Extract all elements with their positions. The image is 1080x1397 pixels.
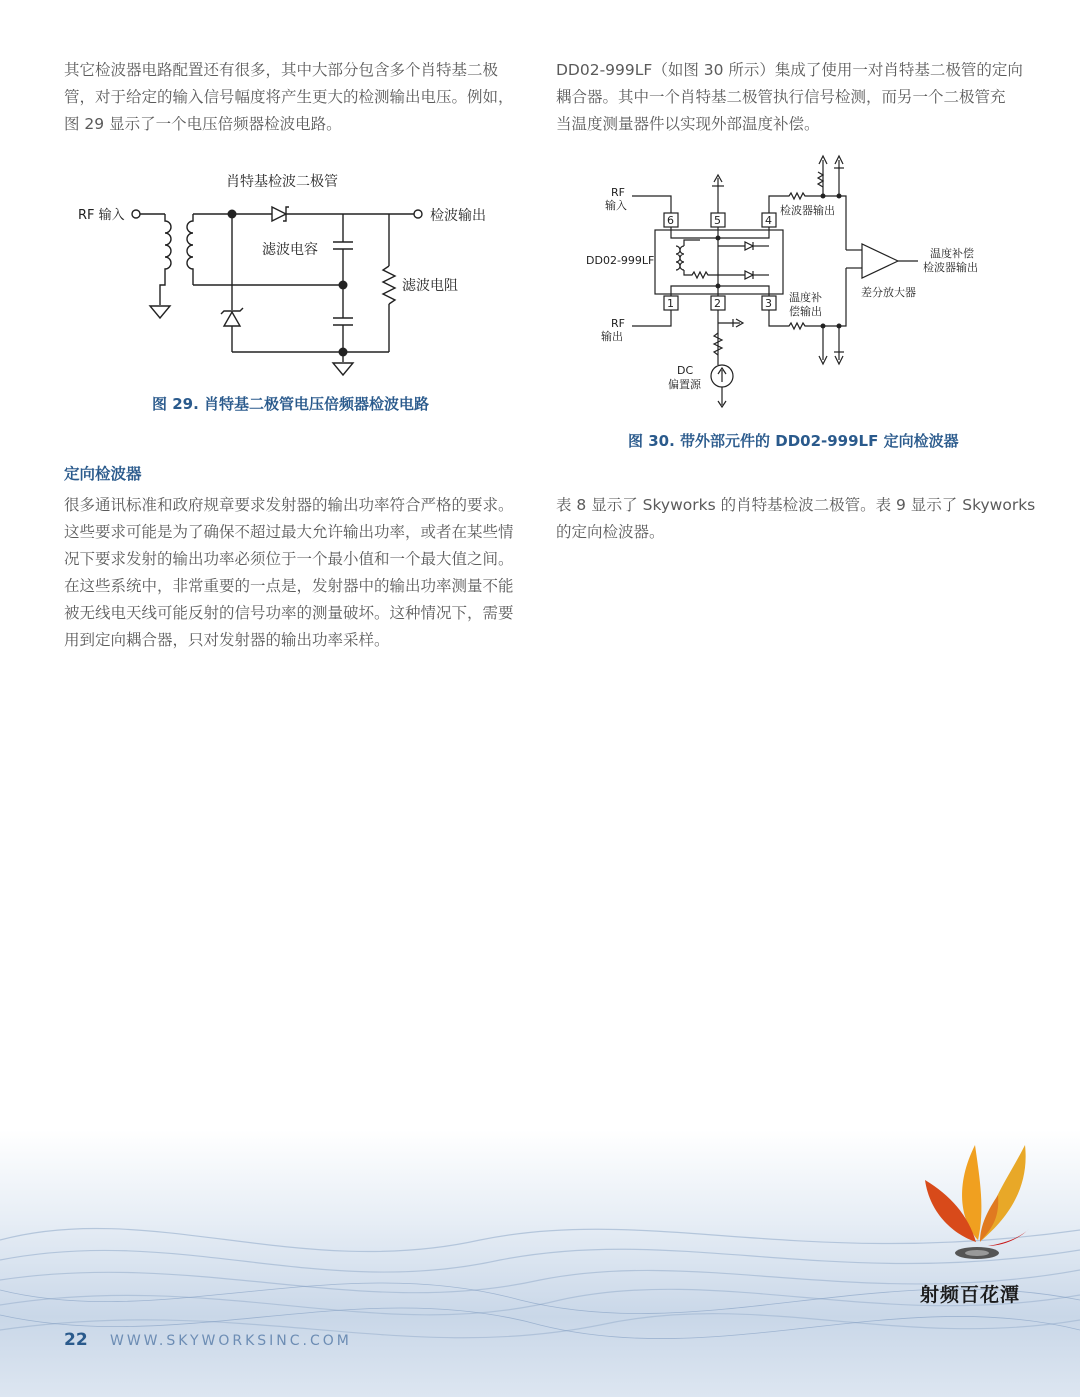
fig30-tc-out-1: 温度补偿: [930, 247, 974, 260]
figure-29-schematic: [60, 160, 530, 385]
text-line: 的定向检波器。: [556, 523, 665, 541]
body-paragraph-right: [556, 492, 1035, 546]
page-number: 22: [64, 1330, 88, 1350]
fig30-rf-out-2: 输出: [601, 330, 623, 343]
intro-paragraph-right: [556, 57, 1023, 138]
text-line: 在这些系统中，非常重要的一点是，发射器中的输出功率测量不能: [64, 577, 514, 595]
fig29-title-label: 肖特基检波二极管: [226, 174, 338, 190]
fig29-res-label: 滤波电阻: [402, 278, 458, 294]
text-line: 况下要求发射的输出功率必须位于一个最小值和一个最大值之间。: [64, 550, 514, 568]
fig30-temp-2: 偿输出: [789, 305, 822, 318]
website-link[interactable]: WWW.SKYWORKSINC.COM: [110, 1333, 352, 1349]
fig29-rf-in-label: RF 输入: [78, 208, 125, 223]
pin-1-label: 1: [667, 297, 674, 310]
section-heading: 定向检波器: [64, 465, 142, 483]
fig29-cap-label: 滤波电容: [262, 242, 318, 258]
text-line: 这些要求可能是为了确保不超过最大允许输出功率，或者在某些情: [64, 523, 514, 541]
fig29-out-label: 检波输出: [430, 208, 486, 224]
fig30-part-label: DD02-999LF: [586, 254, 655, 267]
pin-6-label: 6: [667, 214, 674, 227]
figure-29-caption: 图 29. 肖特基二极管电压倍频器检波电路: [152, 395, 430, 413]
fig30-diff-amp-label: 差分放大器: [861, 286, 916, 299]
logo-text: 射频百花潭: [920, 1284, 1021, 1306]
fig30-dc-2: 偏置源: [668, 378, 701, 391]
fig30-temp-1: 温度补: [789, 291, 822, 304]
text-line: 管，对于给定的输入信号幅度将产生更大的检测输出电压。例如，: [64, 88, 514, 106]
fig30-tc-out-2: 检波器输出: [923, 261, 978, 274]
text-line: 用到定向耦合器，只对发射器的输出功率采样。: [64, 631, 390, 649]
fig30-rf-in-2: 输入: [605, 199, 627, 212]
text-line: DD02-999LF（如图 30 所示）集成了使用一对肖特基二极管的定向: [556, 61, 1023, 79]
figure-30-caption: 图 30. 带外部元件的 DD02-999LF 定向检波器: [628, 432, 959, 450]
text-line: 表 8 显示了 Skyworks 的肖特基检波二极管。表 9 显示了 Skyworks: [556, 496, 1036, 514]
fig30-rf-out-1: RF: [611, 317, 625, 330]
logo-flower-icon: [920, 1140, 1035, 1270]
text-line: 当温度测量器件以实现外部温度补偿。: [556, 115, 820, 133]
figure-30-schematic: [578, 148, 998, 413]
pin-3-label: 3: [765, 297, 772, 310]
text-line: 耦合器。其中一个肖特基二极管执行信号检测，而另一个二极管充: [556, 88, 1006, 106]
pin-5-label: 5: [714, 214, 721, 227]
footer-wave-background: [0, 1130, 1080, 1397]
fig30-det-out-label: 检波器输出: [780, 204, 835, 217]
text-line: 图 29 显示了一个电压倍频器检波电路。: [64, 115, 342, 133]
text-line: 被无线电天线可能反射的信号功率的测量破坏。这种情况下，需要: [64, 604, 514, 622]
body-paragraph-left: [64, 492, 514, 654]
intro-paragraph-left: [64, 57, 514, 138]
fig30-rf-in-1: RF: [611, 186, 625, 199]
text-line: 其它检波器电路配置还有很多，其中大部分包含多个肖特基二极: [64, 61, 499, 79]
fig30-dc-1: DC: [677, 364, 694, 377]
text-line: 很多通讯标准和政府规章要求发射器的输出功率符合严格的要求。: [64, 496, 514, 514]
pin-2-label: 2: [714, 297, 721, 310]
pin-4-label: 4: [765, 214, 772, 227]
